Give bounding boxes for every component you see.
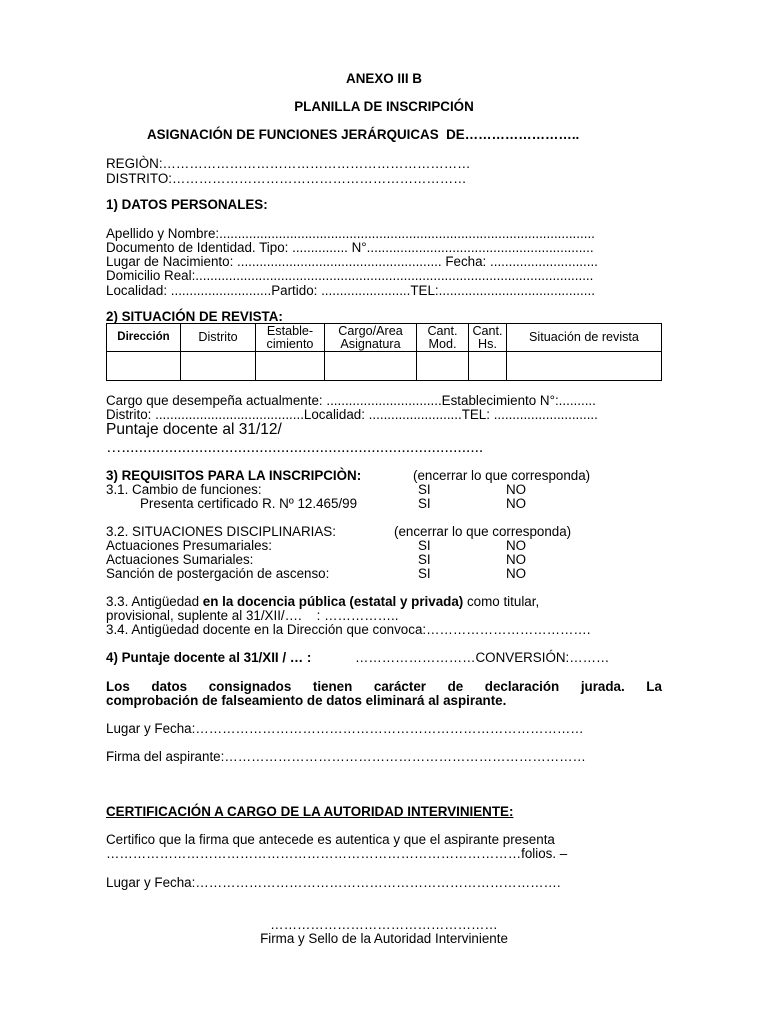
item-3-3-end: como titular, (463, 594, 540, 609)
district-locality-field: Distrito: ........................................Localidad: .........................TEL: ............................ (106, 407, 598, 422)
birthplace-field: Lugar de Nacimiento: ....................................................... Fecha: ............................. (106, 254, 598, 269)
revista-table (106, 323, 662, 381)
personal-data-heading: 1) DATOS PERSONALES: (106, 197, 268, 212)
cell-situacion (507, 352, 662, 381)
col-cant-hs: Cant. Hs. (469, 324, 507, 352)
option-no: NO (506, 538, 527, 553)
option-no: NO (506, 566, 527, 581)
col-cargo-area: Cargo/Area Asignatura (325, 324, 417, 352)
decl-word: jurada. (580, 679, 625, 694)
cell-hs (469, 352, 507, 381)
cell-cargo (325, 352, 417, 381)
certification-folios: …………………………………………………………………………………folios. – (106, 846, 568, 861)
item-3-2: 3.2. SITUACIONES DISCIPLINARIAS: (106, 524, 336, 539)
item-3-3-line2: provisional, suplente al 31/XII/…. : …………….. (106, 608, 399, 623)
certification-heading: CERTIFICACIÓN A CARGO DE LA AUTORIDAD INTERVINIENTE: (106, 804, 514, 819)
option-si: SI (418, 552, 431, 567)
authority-signature-line: …………………………………………… (270, 917, 498, 932)
teacher-score-label: Puntaje docente al 31/12/ (106, 421, 282, 438)
certification-place-date: Lugar y Fecha:………………………………………………………………………. (106, 875, 561, 890)
sworn-declaration-line1 (106, 680, 662, 693)
id-document-field: Documento de Identidad. Tipo: ............... N°............................................................. (106, 240, 594, 255)
cell-establecimiento (256, 352, 325, 381)
decl-word: Los (106, 679, 130, 694)
score-conversion: ………………………CONVERSIÓN:……… (355, 650, 610, 665)
cell-mod (417, 352, 469, 381)
form-title: PLANILLA DE INSCRIPCIÓN (294, 99, 474, 114)
decl-word: tienen (312, 679, 353, 694)
name-field: Apellido y Nombre:..................................................................................................... (106, 226, 595, 241)
col-cant-mod: Cant. Mod. (417, 324, 469, 352)
certification-text: Certifico que la firma que antecede es autentica y que el aspirante presenta (106, 832, 555, 847)
revista-empty-row (107, 352, 662, 381)
decl-word: de (447, 679, 464, 694)
sworn-declaration-line2: comprobación de falseamiento de datos eliminará al aspirante. (106, 693, 507, 708)
item-3-3-bold: en la docencia pública (estatal y privada) (202, 594, 464, 609)
option-si: SI (418, 538, 431, 553)
col-establecimiento: Estable- cimiento (256, 324, 325, 352)
address-field: Domicilio Real:........................................................................................................... (106, 268, 594, 283)
option-no: NO (506, 552, 527, 567)
decl-word: consignados (208, 679, 292, 694)
requirements-heading: 3) REQUISITOS PARA LA INSCRIPCIÒN: (106, 468, 362, 483)
item-3-2-note: (encerrar lo que corresponda) (394, 524, 572, 539)
summary-actions: Actuaciones Sumariales: (106, 552, 254, 567)
option-no: NO (506, 496, 527, 511)
assignment-title: ASIGNACIÓN DE FUNCIONES JERÁRQUICAS DE…………………….. (147, 127, 580, 142)
item-3-1: 3.1. Cambio de funciones: (106, 482, 262, 497)
region-field: REGIÒN:…………………………………………………………… (106, 156, 471, 171)
presumarial-actions: Actuaciones Presumariales: (106, 538, 272, 553)
col-direccion: Dirección (107, 324, 181, 352)
option-si: SI (418, 482, 431, 497)
col-situacion: Situación de revista (507, 324, 662, 352)
district-field: DISTRITO:………………………………………………………… (106, 171, 467, 186)
item-3-3-start: 3.3. Antigüedad (106, 594, 203, 609)
decl-word: carácter (373, 679, 426, 694)
revista-header-row (107, 324, 662, 352)
authority-signature-label: Firma y Sello de la Autoridad Interviniente (260, 931, 508, 946)
option-si: SI (418, 496, 431, 511)
item-3-4: 3.4. Antigüedad docente en la Dirección que convoca:………………………………. (106, 622, 591, 637)
locality-field: Localidad: ...........................Partido: ........................TEL:.......................................... (106, 283, 595, 298)
col-distrito: Distrito (181, 324, 256, 352)
option-si: SI (418, 566, 431, 581)
requirements-note: (encerrar lo que corresponda) (413, 468, 591, 483)
current-post-field: Cargo que desempeña actualmente: ...............................Establecimiento N°:.......... (106, 393, 596, 408)
place-date-field: Lugar y Fecha:…………………………………………………………………………… (106, 721, 584, 736)
decl-word: declaración (484, 679, 560, 694)
teacher-score-dots: ….................................................................................... (106, 439, 484, 456)
revista-heading: 2) SITUACIÓN DE REVISTA: (106, 309, 283, 324)
item-3-3 (106, 595, 539, 608)
decl-word: datos (151, 679, 188, 694)
cell-distrito (181, 352, 256, 381)
item-3-1-certificate: Presenta certificado R. Nº 12.465/99 (140, 496, 358, 511)
decl-word: La (646, 679, 662, 694)
promotion-sanction: Sanción de postergación de ascenso: (106, 566, 330, 581)
cell-direccion (107, 352, 181, 381)
option-no: NO (506, 482, 527, 497)
annex-title: ANEXO III B (346, 71, 422, 86)
applicant-signature-field: Firma del aspirante:……………………………………………………………………… (106, 749, 586, 764)
score-heading: 4) Puntaje docente al 31/XII / … : (106, 650, 312, 665)
